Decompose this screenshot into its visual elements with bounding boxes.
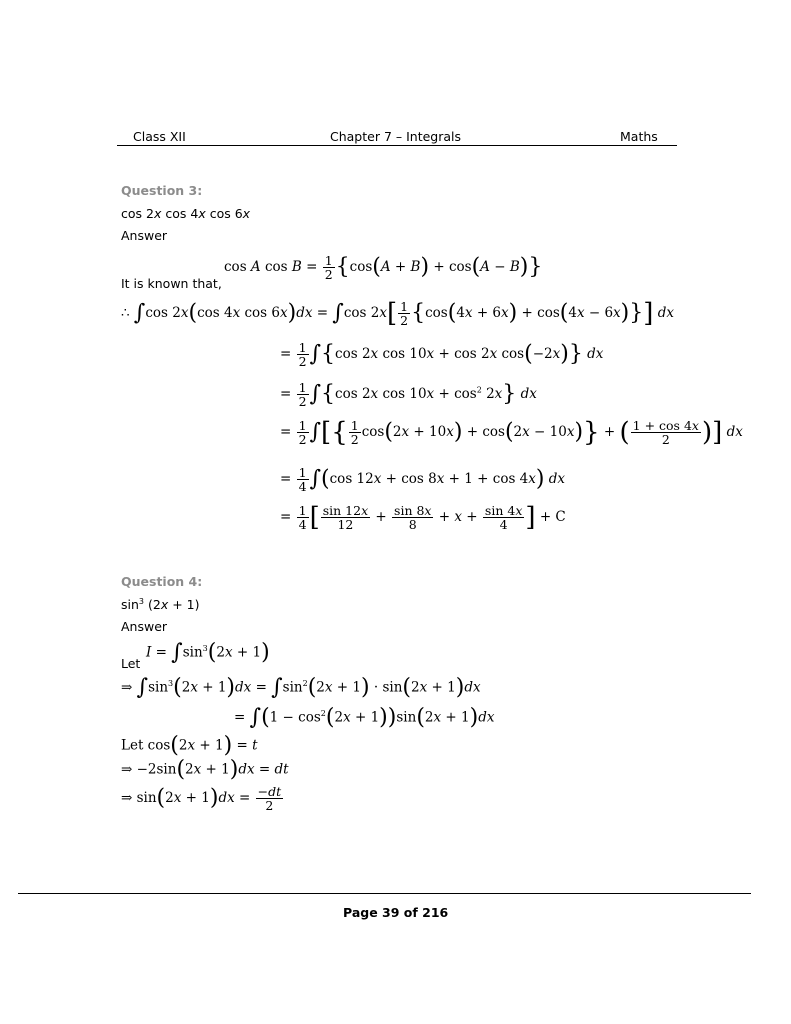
identity-equation: cos A cos B = $\frac{1}{2}$ {cos(A + B) + cos(A − B)}: [224, 253, 543, 283]
page-number: Page 39 of 216: [343, 905, 449, 920]
q3-equation-line-5: = $\frac{1}{4}$ ∫(cos 12x + cos 8x + 1 + cos 4x) dx: [280, 465, 566, 495]
known-text: It is known that,: [121, 276, 222, 291]
q4-equation-line-1: ⇒ $\int\sin^3(2x + 1)dx = \int\sin^2(2x + 1) \cdot \sin(2x + 1)dx$: [121, 675, 481, 700]
q3-equation-line-4: = $\frac{1}{2}$ ∫[{ $\frac{1}{2}$ cos(2x + 10x) + cos(2x − 10x)} + ( $\frac{1 + \cos 4x}{2}$ )] dx: [280, 417, 743, 448]
question-3-problem: cos 2x cos 4x cos 6x: [121, 206, 251, 221]
question-4-answer-label: Answer: [121, 619, 168, 634]
question-4-problem: $\sin^3 (2x + 1)$: [121, 597, 200, 613]
question-3-answer-label: Answer: [121, 228, 168, 243]
let-text: Let: [121, 656, 141, 671]
q4-equation-line-2: = $\int(1 - \cos^2(2x + 1))\sin(2x + 1)dx$: [234, 705, 495, 730]
question-3-label: Question 3:: [121, 183, 203, 198]
header-subject: Maths: [620, 129, 658, 144]
q4-substitution: Let cos(2x + 1) = t: [121, 733, 258, 758]
footer-rule: [18, 893, 751, 894]
q3-equation-line-3: = $\frac{1}{2}$ ∫{cos 2x $\cos 10x + \cos^2 2x$} dx: [280, 380, 537, 410]
question-4-label: Question 4:: [121, 574, 203, 589]
q3-equation-line-6: = $\frac{1}{4}$ [ $\frac{\sin 12x}{12}$ + $\frac{\sin 8x}{8}$ + x + $\frac{\sin 4x}{4}$ ] + C: [280, 502, 566, 533]
q3-equation-line-2: = $\frac{1}{2}$ ∫{cos 2x cos 10x + cos 2x cos(−2x)} dx: [280, 340, 604, 370]
q4-differential: ⇒ −2sin(2x + 1)dx = dt: [121, 757, 289, 782]
header-rule: [117, 145, 677, 146]
q4-definition: $I = \int\sin^3(2x + 1)$: [146, 640, 270, 665]
header-chapter: Chapter 7 – Integrals: [330, 129, 462, 144]
q3-equation-line-1: ∴ ∫cos 2x(cos 4x cos 6x)dx = ∫cos 2x[ $\frac{1}{2}$ {cos(4x + 6x) + cos(4x − 6x)}] dx: [121, 298, 674, 329]
q4-differential-solved: ⇒ sin(2x + 1)dx = $\frac{-dt}{2}$: [121, 784, 282, 814]
header-class: Class XII: [133, 129, 186, 144]
